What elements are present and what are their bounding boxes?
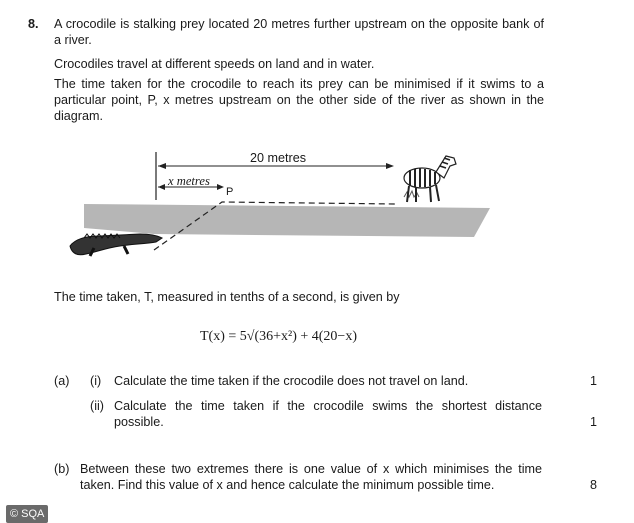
zebra-icon [404,156,456,202]
part-b-mark: 8 [590,478,598,492]
question-minimise: The time taken for the crocodile to reach its prey can be minimised if it swims to a particular point, P, x metres upstream on the other side of the river as shown in the diagram. [54,77,544,123]
question-number: 8. [28,17,39,31]
twenty-metres-label: 20 metres [250,151,306,165]
arrow-head-left-x [158,184,165,190]
part-a-ii-text: Calculate the time taken if the crocodile swims the shortest distance possible. [114,399,542,429]
part-a-label: (a) [54,374,70,388]
arrow-head-left [158,163,166,169]
question-intro: A crocodile is stalking prey located 20 metres further upstream on the opposite bank of a river. [54,17,544,47]
question-speeds: Crocodiles travel at different speeds on land and in water. [54,57,375,71]
x-metres-label: x metres [168,174,210,188]
part-a-i-text: Calculate the time taken if the crocodile does not travel on land. [114,374,469,388]
time-formula: T(x) = 5√(36+x²) + 4(20−x) [200,329,357,344]
part-b-label: (b) [54,462,70,476]
crocodile-icon [70,234,162,256]
river-shape [84,204,490,237]
arrow-head-right-x [217,184,224,190]
time-definition: The time taken, T, measured in tenths of a second, is given by [54,290,400,304]
point-p-label: P [226,186,234,198]
part-a-ii-mark: 1 [590,415,598,429]
arrow-head-right [386,163,394,169]
part-a-i-mark: 1 [590,374,598,388]
part-a-ii-label: (ii) [90,399,104,413]
part-b-text: Between these two extremes there is one value of x which minimises the time taken. Find this value of x and hence calculate the minimum possible time. [80,462,542,492]
part-a-i-label: (i) [90,374,102,388]
sqa-watermark: © SQA [6,505,48,523]
